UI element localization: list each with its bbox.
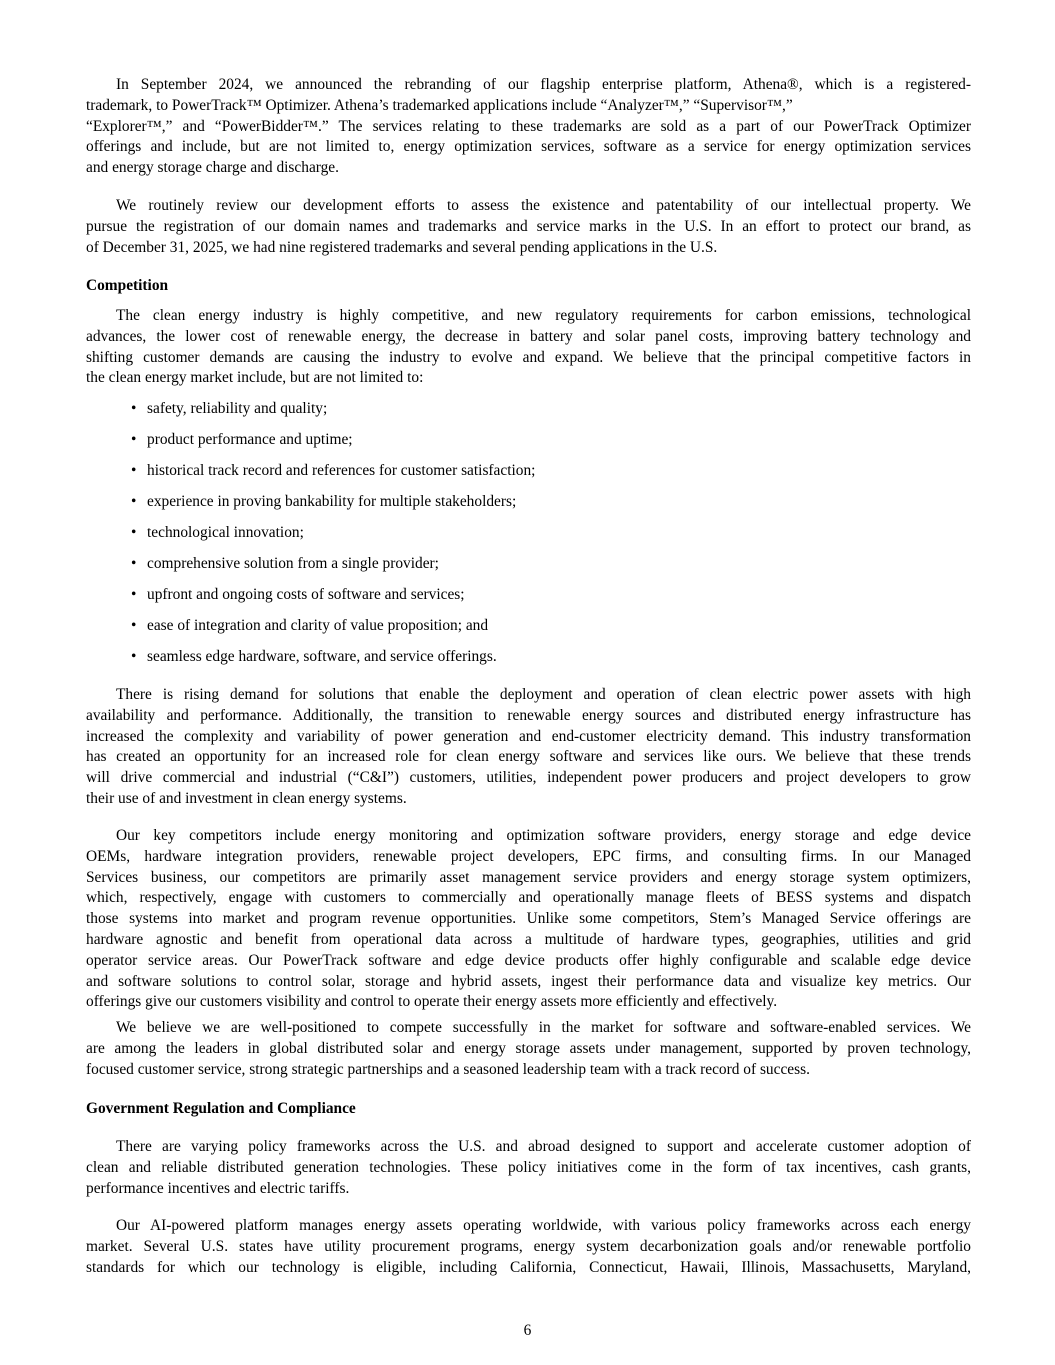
text-line: of December 31, 2025, we had nine registered trademarks and several pending applications in the U.S. xyxy=(86,238,718,256)
paragraph-ai-platform xyxy=(86,1216,971,1278)
list-item xyxy=(131,585,831,616)
text-line: are among the leaders in global distributed solar and energy storage assets under management, supported by proven technology, xyxy=(86,1039,971,1057)
text-line: increased the complexity and variability of power generation and end-customer electricity demand. This industry transformation xyxy=(86,727,971,745)
list-item xyxy=(131,399,831,430)
list-item-text: seamless edge hardware, software, and service offerings. xyxy=(147,648,497,665)
text-line: trademark, to PowerTrack™ Optimizer. Athena’s trademarked applications include “Analyzer™,” “Supervisor™,” xyxy=(86,96,793,114)
text-line: pursue the registration of our domain names and trademarks and service marks in the U.S. In an effort to protect our brand, as xyxy=(86,217,971,235)
bullet-icon: • xyxy=(131,462,137,479)
text-line: Services business, our competitors are primarily asset management service providers and energy storage system optimizers, xyxy=(86,868,971,886)
text-line: which, respectively, engage with customers to commercially and operationally manage fleets of BESS systems and dispatch xyxy=(86,889,971,907)
text-line: shifting customer demands are causing the industry to evolve and expand. We believe that the principal competitive factors in xyxy=(86,348,971,366)
text-line: the clean energy market include, but are not limited to: xyxy=(86,369,424,387)
text-line: advances, the lower cost of renewable energy, the decrease in battery and solar panel costs, improving battery technology and xyxy=(86,327,971,345)
list-item-text: experience in proving bankability for multiple stakeholders; xyxy=(147,493,517,510)
text-line: those systems into market and program revenue opportunities. Unlike some competitors, Stem’s Managed Service offerings are xyxy=(86,910,971,928)
text-line: clean and reliable distributed generation technologies. These policy initiatives come in the form of tax incentives, cash grants, xyxy=(86,1158,971,1176)
paragraph-trademarks-rebrand xyxy=(86,75,971,179)
text-line: and energy storage charge and discharge. xyxy=(86,159,339,177)
text-line: We routinely review our development efforts to assess the existence and patentability of our intellectual property. We xyxy=(116,197,971,214)
bullet-icon: • xyxy=(131,555,137,572)
bullet-icon: • xyxy=(131,648,137,665)
list-item xyxy=(131,554,831,585)
section-heading-government-regulation: Government Regulation and Compliance xyxy=(86,1100,356,1117)
list-item xyxy=(131,616,831,647)
list-item xyxy=(131,430,831,461)
page-number: 6 xyxy=(523,1322,532,1339)
list-item-text: upfront and ongoing costs of software and services; xyxy=(147,586,465,603)
bullet-icon: • xyxy=(131,493,137,510)
bullet-icon: • xyxy=(131,586,137,603)
bullet-icon: • xyxy=(131,617,137,634)
text-line: standards for which our technology is eligible, including California, Connecticut, Hawaii, Illinois, Massachusetts, Maryland, xyxy=(86,1258,971,1276)
text-line: and software solutions to control solar, storage and hybrid assets, ingest their performance data and visualize key metrics. Our xyxy=(86,972,971,990)
list-item xyxy=(131,492,831,523)
text-line: availability and performance. Additionally, the transition to renewable energy sources and distributed energy infrastructure has xyxy=(86,706,971,724)
text-line: performance incentives and electric tariffs. xyxy=(86,1179,350,1197)
text-line: hardware agnostic and benefit from operational data across a multitude of hardware types, geographies, utilities and grid xyxy=(86,930,971,948)
paragraph-policy-frameworks xyxy=(86,1137,971,1199)
text-line: market. Several U.S. states have utility procurement programs, energy system decarbonization goals and/or renewable portfolio xyxy=(86,1237,971,1255)
paragraph-well-positioned xyxy=(86,1018,971,1080)
text-line: We believe we are well-positioned to compete successfully in the market for software and software-enabled services. We xyxy=(116,1019,971,1036)
list-item-text: historical track record and references for customer satisfaction; xyxy=(147,462,536,479)
text-line: There are varying policy frameworks across the U.S. and abroad designed to support and accelerate customer adoption of xyxy=(116,1138,971,1155)
list-item-text: ease of integration and clarity of value proposition; and xyxy=(147,617,489,634)
text-line: focused customer service, strong strategic partnerships and a seasoned leadership team with a track record of success. xyxy=(86,1060,810,1078)
text-line: Our AI-powered platform manages energy assets operating worldwide, with various policy frameworks across each energy xyxy=(116,1217,971,1234)
text-line: In September 2024, we announced the rebranding of our flagship enterprise platform, Athena®, which is a registered- xyxy=(116,76,971,93)
list-item-text: technological innovation; xyxy=(147,524,304,541)
text-line: There is rising demand for solutions that enable the deployment and operation of clean electric power assets with high xyxy=(116,686,971,703)
paragraph-ip-review xyxy=(86,196,971,258)
list-item xyxy=(131,647,831,678)
text-line: “Explorer™,” and “PowerBidder™.” The services relating to these trademarks are sold as a part of our PowerTrack Optimizer xyxy=(86,117,971,135)
list-item xyxy=(131,461,831,492)
list-item-text: comprehensive solution from a single provider; xyxy=(147,555,439,572)
text-line: OEMs, hardware integration providers, renewable project developers, EPC firms, and consulting firms. In our Managed xyxy=(86,847,971,865)
text-line: Our key competitors include energy monitoring and optimization software providers, energy storage and edge device xyxy=(116,827,971,844)
paragraph-rising-demand xyxy=(86,685,971,810)
text-line: has created an opportunity for an increased role for clean energy software and services like ours. We believe that these trends xyxy=(86,748,971,766)
bullet-icon: • xyxy=(131,431,137,448)
text-line: operator service areas. Our PowerTrack software and edge device products offer highly configurable and scalable edge device xyxy=(86,951,971,969)
text-line: their use of and investment in clean energy systems. xyxy=(86,789,407,807)
paragraph-key-competitors xyxy=(86,826,971,1013)
text-line: The clean energy industry is highly competitive, and new regulatory requirements for carbon emissions, technological xyxy=(116,307,971,324)
list-item-text: product performance and uptime; xyxy=(147,431,353,448)
section-heading-competition: Competition xyxy=(86,277,169,294)
list-item xyxy=(131,523,831,554)
text-line: offerings and include, but are not limited to, energy optimization services, software as a service for energy optimization services xyxy=(86,138,971,156)
text-line: offerings give our customers visibility and control to operate their energy assets more efficiently and effectively. xyxy=(86,993,778,1011)
text-line: will drive commercial and industrial (“C&I”) customers, utilities, independent power producers and project developers to grow xyxy=(86,769,971,787)
competitive-factors-list xyxy=(131,399,831,678)
list-item-text: safety, reliability and quality; xyxy=(147,400,328,417)
paragraph-competition-intro xyxy=(86,306,971,389)
bullet-icon: • xyxy=(131,400,137,417)
bullet-icon: • xyxy=(131,524,137,541)
